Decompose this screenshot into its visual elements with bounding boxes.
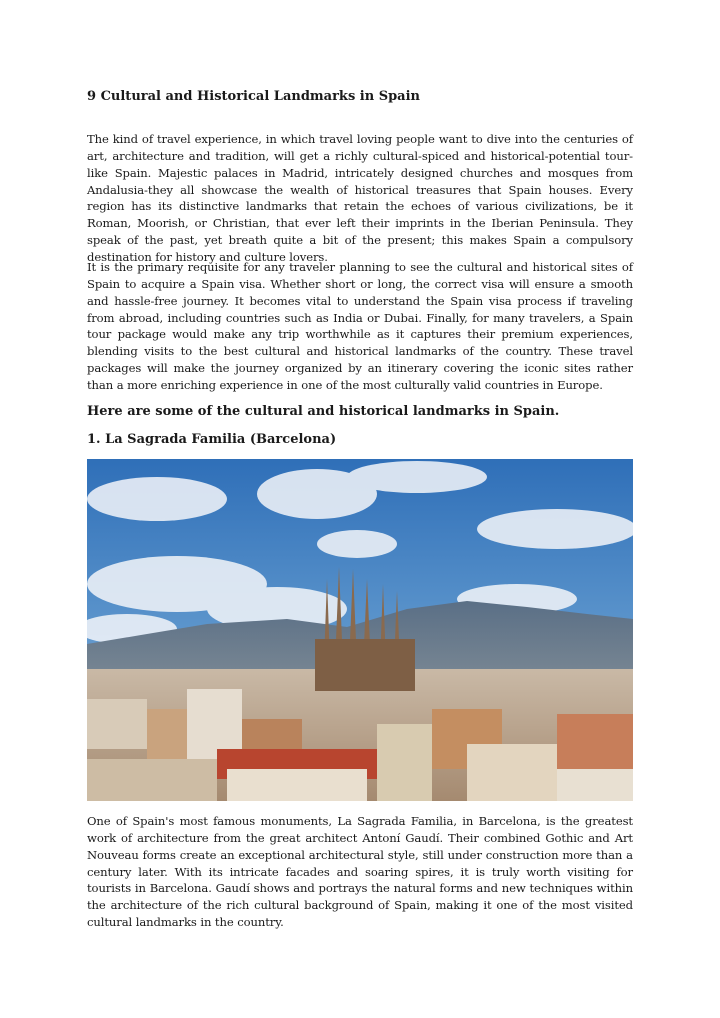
sagrada-familia-photo <box>87 459 633 801</box>
document-title: 9 Cultural and Historical Landmarks in Spain <box>87 89 420 104</box>
sagrada-familia-paragraph: One of Spain's most famous monuments, La Sagrada Familia, in Barcelona, is the greatest work of architecture from the great architect Antoní Gaudí. Their combined Gothic and Art Nouveau forms create an exceptional architectural style, still under construction more than a century later. With its intricate facades and soaring spires, it is truly worth visiting for tourists in Barcelona. Gaudí shows and portrays the natural forms and new techniques within the architecture of the rich cultural background of Spain, making it one of the most visited cultural landmarks in the country. <box>87 814 633 930</box>
landmark-heading-sagrada-familia: 1. La Sagrada Familia (Barcelona) <box>87 432 337 447</box>
visa-paragraph: It is the primary requisite for any traveler planning to see the cultural and historical sites of Spain to acquire a Spain visa. Whether short or long, the correct visa will ensure a smooth and hassle-free journey. It becomes vital to understand the Spain visa process if traveling from abroad, including countries such as India or Dubai. Finally, for many travelers, a Spain tour package would make any trip worthwhile as it captures their premium experiences, blending visits to the best cultural and historical landmarks of the country. These travel packages will make the journey organized by an itinerary covering the iconic sites rather than a more enriching experience in one of the most culturally valid countries in Europe. <box>87 260 633 392</box>
section-heading: Here are some of the cultural and historical landmarks in Spain. <box>87 404 560 419</box>
intro-paragraph: The kind of travel experience, in which travel loving people want to dive into the centuries of art, architecture and tradition, will get a richly cultural-spiced and historical-potential tour-like Spain. Majestic palaces in Madrid, intricately designed churches and mosques from Andalusia-they all showcase the wealth of historical treasures that Spain houses. Every region has its distinctive landmarks that retain the echoes of various civilizations, be it Roman, Moorish, or Christian, that ever left their imprints in the Iberian Peninsula. They speak of the past, yet breath quite a bit of the present; this makes Spain a compulsory destination for history and culture lovers. <box>87 132 633 264</box>
